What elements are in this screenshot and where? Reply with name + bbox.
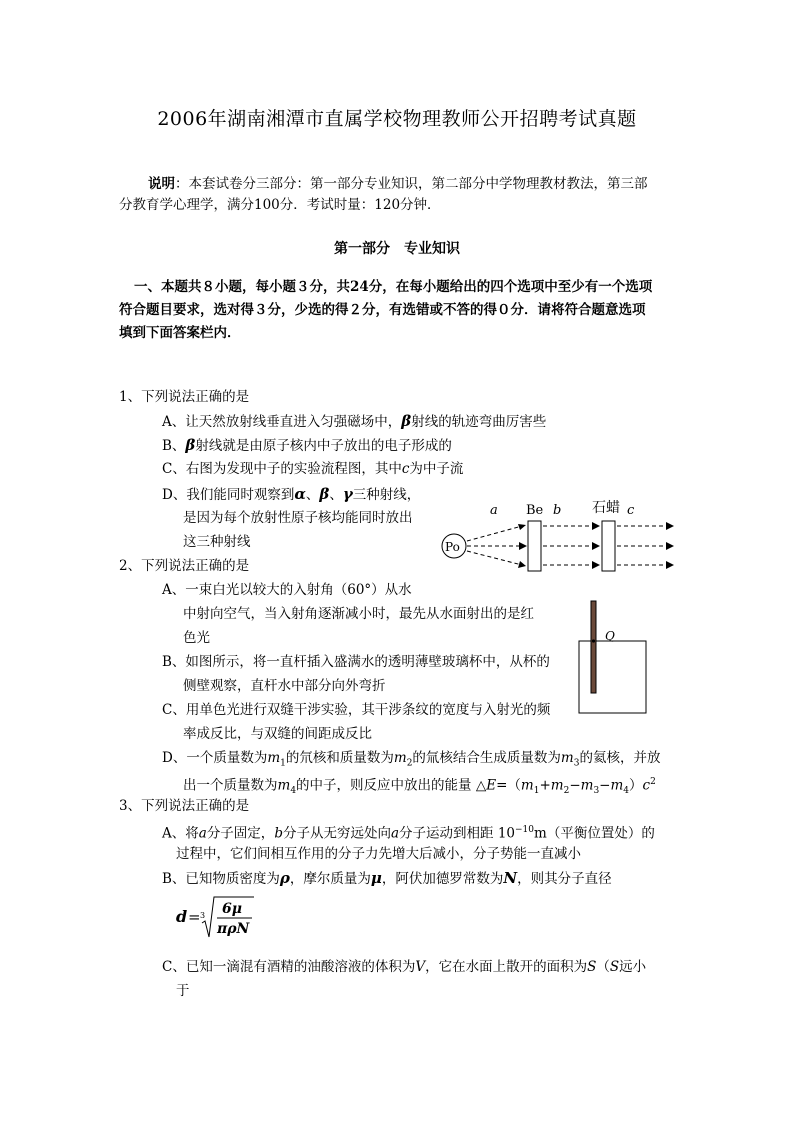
q2-d2-eq-m1: m (520, 777, 534, 794)
q3-a-b: 分子固定， (206, 825, 275, 842)
q2-option-c-line1: C、用单色光进行双缝干涉实验，其干涉条纹的宽度与入射光的频 (162, 702, 551, 718)
glass-cup (579, 641, 646, 713)
q2-d2-m4: m (277, 777, 291, 794)
q3-a-exp: −10 (515, 825, 535, 835)
c-rays (617, 526, 666, 565)
q3-stem: 3、下列说法正确的是 (119, 798, 250, 814)
q2-option-d-line1 (162, 748, 660, 774)
q3-b-d: ，则其分子直径 (517, 871, 612, 887)
q1-option-a (162, 411, 546, 432)
intro-line-1 (148, 174, 648, 194)
neutron-discovery-figure (430, 495, 680, 585)
q2-d2-b: 的中子，则反应中放出的能量 △ (296, 777, 487, 794)
fig1-label-c: c (627, 503, 635, 518)
q2-stem: 2、下列说法正确的是 (119, 558, 250, 574)
c-ray-arrowheads (666, 522, 674, 569)
q2-d-d: 的氦核，并放 (579, 750, 661, 766)
b-rays (543, 526, 594, 565)
q3-option-a-line2: 过程中，它们间相互作用的分子力先增大后减小，分子势能一直减小 (176, 846, 581, 862)
q2-option-a-line2: 中射向空气，当入射角逐渐减小时，最先从水面射出的是红 (183, 606, 534, 622)
intro-text-1: ：本套试卷分三部分：第一部分专业知识，第二部分中学物理教材教法，第三部 (175, 176, 648, 192)
q3-a-var-b: b (274, 825, 283, 842)
q3-b-c: ，阿伏加德罗常数为 (381, 871, 504, 887)
q1-option-d (162, 484, 420, 505)
q3-a-d: 分子运动到相距 10 (399, 825, 516, 842)
q3-a-var-a: a (198, 825, 207, 842)
q3-a-c: 分子从无穷远处向 (282, 825, 391, 842)
section-title: 第一部分 专业知识 (334, 241, 460, 257)
q1-option-d-line2: 是因为每个放射性原子核均能同时放出 (183, 510, 413, 526)
straight-rod (591, 601, 596, 693)
q1-d-post: 三种射线， (352, 487, 421, 503)
q1-d-gamma: γ (342, 485, 353, 503)
q3-b-b: ，摩尔质量为 (289, 871, 371, 887)
q3-c-S: S (587, 959, 597, 975)
q2-d-m3-sub: 3 (573, 758, 580, 769)
q2-d2-eq-m3-sub: 3 (593, 786, 600, 797)
q3-b-a: B、已知物质密度为 (162, 871, 280, 887)
q1-d-sep1: 、 (305, 487, 320, 503)
q2-d2-c: =（ (496, 777, 521, 794)
q2-option-a-line1: A、一束白光以较大的入射角（60°）从水 (162, 582, 412, 598)
q1-a-beta: β (401, 412, 412, 430)
q1-a-post: 射线的轨迹弯曲厉害些 (411, 414, 547, 430)
q2-option-b-line1: B、如图所示，将一直杆插入盛满水的透明薄壁玻璃杯中，从杯的 (162, 654, 550, 670)
fig1-label-wax: 石蜡 (592, 500, 620, 516)
q3-a-e: m（平衡位置处）的 (534, 825, 655, 842)
q2-option-d-line2 (183, 772, 656, 801)
fig1-label-a: a (490, 503, 498, 518)
paraffin-block (602, 521, 615, 571)
formula-equals: = (188, 908, 201, 926)
q3-b-rho: ρ (279, 869, 290, 887)
q3-option-a-line1 (162, 820, 655, 844)
b-ray-arrowheads (592, 522, 600, 569)
q2-d-m3: m (560, 750, 574, 766)
intro-label: 说明 (148, 176, 175, 192)
q2-option-c-line2: 率成反比，与双缝的间距成反比 (183, 726, 372, 742)
q3-b-mu: μ (370, 869, 382, 887)
q1-c-pre: C、右图为发现中子的实验流程图，其中 (162, 461, 402, 477)
q3-c-a: C、已知一滴混有酒精的油酸溶液的体积为 (162, 959, 416, 975)
q2-d-m2: m (393, 750, 407, 766)
instruction-line-1: 一、本题共８小题，每小题３分，共24分，在每小题给出的四个选项中至少有一个选项 (134, 279, 653, 295)
alpha-rays (467, 526, 522, 565)
formula-root-index: 3 (200, 911, 206, 920)
q2-d2-E: E (486, 777, 497, 794)
q1-option-d-line3: 这三种射线 (183, 534, 251, 550)
alpha-ray-arrowheads (518, 524, 527, 568)
q2-d2-minus1: − (569, 777, 581, 794)
q2-d-a: D、一个质量数为 (162, 750, 268, 766)
q2-d2-d: ） (629, 777, 643, 794)
q2-d2-a: 出一个质量数为 (183, 777, 278, 794)
q1-a-pre: A、让天然放射线垂直进入匀强磁场中， (162, 414, 402, 430)
q3-a-a: A、将 (162, 825, 199, 842)
instruction-line-2: 符合题目要求，选对得３分，少选的得２分，有选错或不答的得０分．请将符合题意选项 (119, 302, 646, 318)
q1-d-sep2: 、 (329, 487, 343, 503)
fig1-source-label: Po (445, 540, 460, 554)
q1-b-pre: B、 (162, 438, 186, 454)
q3-c-V: V (415, 959, 426, 975)
q1-d-pre: D、我们能同时观察到 (162, 487, 295, 503)
q1-option-c (162, 459, 463, 479)
q2-d2-c-light: c (642, 777, 651, 794)
q2-d2-eq-m2-sub: 2 (563, 786, 570, 797)
q2-d2-eq-m3: m (580, 777, 594, 794)
q2-d2-eq-m1-sub: 1 (533, 786, 540, 797)
q1-b-beta: β (185, 436, 196, 454)
q1-c-post: 为中子流 (409, 461, 464, 477)
q2-d-m1-sub: 1 (280, 758, 286, 769)
q1-option-b (162, 435, 452, 456)
q2-d-m1: m (267, 750, 281, 766)
q1-d-beta: β (319, 485, 330, 503)
q2-d2-eq-m4: m (610, 777, 624, 794)
intro-line-2: 分教育学心理学，满分100分．考试时量：120分钟． (119, 197, 441, 213)
rod-in-glass-figure (572, 597, 652, 717)
q2-d2-minus2: − (599, 777, 611, 794)
fig1-label-be: Be (526, 503, 544, 518)
q3-c-b: ，它在水面上散开的面积为 (425, 959, 588, 975)
q1-b-post: 射线就是由原子核内中子放出的电子形成的 (195, 438, 452, 454)
q3-c-d: 远小 (619, 959, 647, 975)
q2-d-m2-sub: 2 (406, 758, 413, 769)
q2-d2-plus: + (539, 777, 551, 794)
page-title: 2006年湖南湘潭市直属学校物理教师公开招聘考试真题 (157, 108, 637, 130)
q2-option-a-line3: 色光 (183, 630, 210, 646)
diameter-formula (174, 893, 264, 943)
q2-d2-m4-sub: 4 (290, 786, 297, 797)
q2-d2-eq-m4-sub: 4 (623, 786, 630, 797)
q3-option-c-line1 (162, 957, 646, 977)
q2-option-b-line2: 侧壁观察，直杆水中部分向外弯折 (183, 678, 386, 694)
q1-d-alpha: α (294, 485, 306, 503)
beryllium-block (528, 521, 541, 571)
q3-c-c: （ (596, 959, 610, 975)
point-q-marker (592, 639, 595, 642)
formula-denominator: πρN (217, 921, 250, 937)
q3-option-b-line1 (162, 868, 612, 889)
instruction-line-3: 填到下面答案栏内． (119, 325, 241, 341)
q3-c-S2: S (609, 959, 620, 975)
q3-option-c-line2: 于 (176, 983, 190, 999)
q2-d-c: 的氚核结合生成质量数为 (412, 750, 561, 766)
q1-stem: 1、下列说法正确的是 (119, 389, 250, 405)
formula-d: d (176, 907, 188, 926)
q3-a-var-a2: a (390, 825, 400, 842)
q1-c-var: c (401, 461, 410, 477)
q2-d-b: 的氘核和质量数为 (285, 750, 394, 766)
q2-d2-eq-m2: m (550, 777, 564, 794)
fig1-label-b: b (553, 503, 562, 518)
q2-d2-c-sq: 2 (650, 777, 656, 787)
fig2-label-q: Q (605, 629, 615, 643)
q3-b-N: N (503, 869, 518, 887)
formula-numerator: 6μ (222, 901, 242, 917)
